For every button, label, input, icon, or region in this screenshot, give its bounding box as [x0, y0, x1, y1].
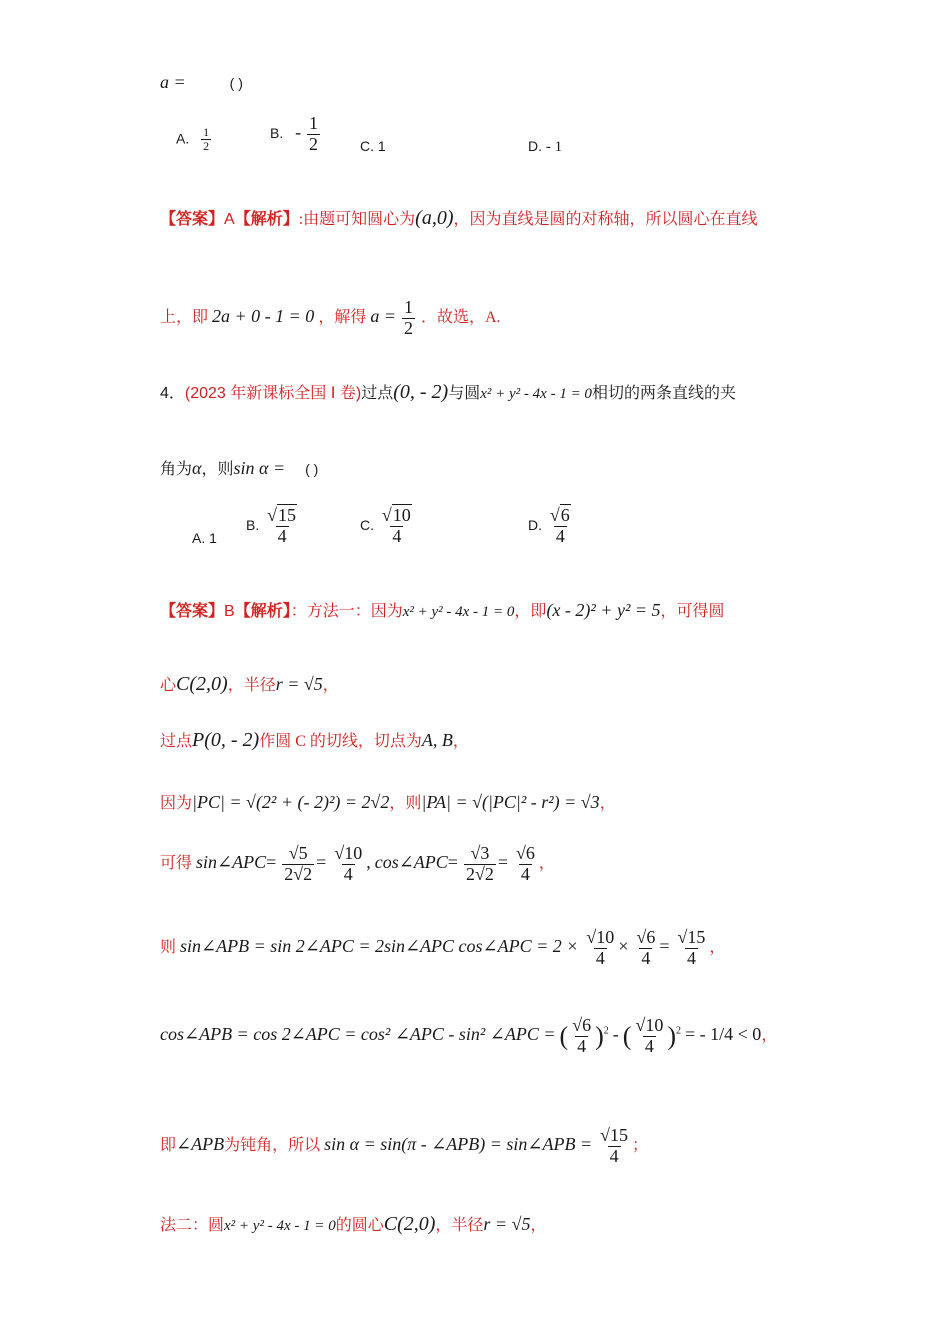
q4-answer-line3: 过点P(0, - 2)作圆 C 的切线，切点为A, B， [160, 729, 469, 751]
q4-option-c: C. $\frac{√10}{4}$ [360, 505, 411, 546]
q3-answer-line2: 上，即 2a + 0 - 1 = 0 ，解得 a = $\frac{1}{2}$ ．故选，A. [160, 297, 501, 338]
q3-answer-line1: 【答案】A【解析】:由题可知圆心为(a,0)，因为直线是圆的对称轴，所以圆心在直线 [160, 207, 758, 229]
q3-option-a: A. $\frac{1}{2}$ [176, 125, 210, 154]
q3-equation: 2a + 0 - 1 = 0 [212, 305, 315, 326]
q4-answer-line1: 【答案】B【解析】：方法一：因为x² + y² - 4x - 1 = 0，即(x - 2)² + y² = 5，可得圆 [160, 600, 725, 620]
q3-center: (a,0) [415, 207, 454, 229]
answer-tag: 【答案】 [160, 211, 225, 228]
q4-stem-line1: 4．(2023 年新课标全国 Ⅰ 卷)过点(0, - 2)与圆x² + y² - 4x - 1 = 0相切的两条直线的夹 [160, 381, 736, 403]
q4-answer-line5: 可得 sin∠APC= $\frac{√5}{2√2}$ = $\frac{√10}{4}$ , cos∠APC= $\frac{√3}{2√2}$ = $\frac{√6}{4}$ ， [160, 843, 555, 884]
q4-answer-line6: 则 sin∠APB = sin 2∠APC = 2sin∠APC cos∠APC = 2 × $\frac{√10}{4}$ × $\frac{√6}{4}$ = $\frac{√15}{4}$ ， [160, 927, 726, 968]
q3-stem [160, 72, 243, 93]
q3-option-b: B. - $\frac{1}{2}$ [270, 113, 319, 154]
q4-source: (2023 年新课标全国 Ⅰ 卷) [184, 385, 362, 402]
q4-option-d: D. $\frac{√6}{4}$ [528, 505, 570, 546]
q4-answer-line7: cos∠APB = cos 2∠APC = cos² ∠APC - sin² ∠APC = ( $\frac{√6}{4}$ )$^2$ - ( $\frac{√10}{4}$ )$^2$ = - 1/4 < 0， [160, 1015, 778, 1056]
q3-paren: ( ) [229, 75, 243, 91]
analysis-tag: 【解析】 [234, 211, 299, 228]
q4-answer-line8: 即∠APB为钝角，所以 sin α = sin(π - ∠APB) = sin∠APB = $\frac{√15}{4}$ ； [160, 1125, 649, 1166]
q4-answer-line2: 心C(2,0)，半径r = √5， [160, 673, 339, 695]
q4-number: 4． [160, 385, 185, 402]
q3-option-c: C. 1 [360, 138, 386, 154]
q4-stem-line2: 角为α，则sin α = ( ) [160, 458, 319, 478]
q3-variable: a = [160, 72, 186, 92]
q4-option-b: B. $\frac{√15}{4}$ [246, 505, 297, 546]
q4-method2: 法二：圆x² + y² - 4x - 1 = 0的圆心C(2,0)，半径r = √5， [160, 1213, 547, 1235]
q4-option-a: A. 1 [192, 530, 217, 546]
q4-answer-line4: 因为|PC| = √(2² + (- 2)²) = 2√2，则|PA| = √(|PC|² - r²) = √3， [160, 792, 616, 812]
q3-option-d: D. - 1 [528, 138, 563, 155]
